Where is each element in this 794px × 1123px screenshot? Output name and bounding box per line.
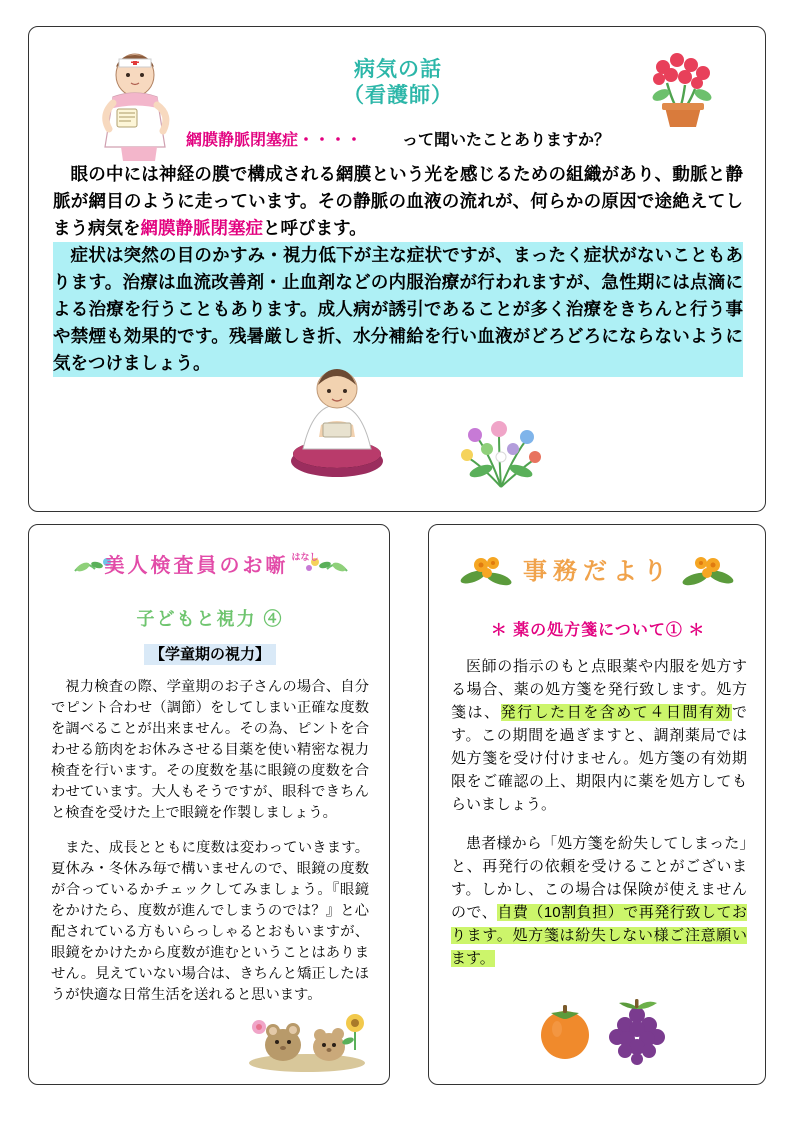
- top-panel-paragraph-1-highlight: 網膜静脈閉塞症: [140, 218, 263, 238]
- panel-disease-talk: [28, 26, 766, 512]
- top-panel-paragraph-1: [53, 161, 743, 242]
- top-panel-paragraph-1-b: と呼びます。: [263, 218, 367, 238]
- right-panel-paragraph-2-a: 患者様から「処方箋を紛失してしまった」と、再発行の依頼を受けることがございます。しかし、この場合は保険が使えませんので、: [451, 835, 747, 921]
- right-panel-paragraph-2: [451, 832, 747, 970]
- right-panel-paragraph-2-highlight: 自費（10割負担）で再発行致しております。処方箋は紛失しない様ご注意願います。: [451, 904, 748, 967]
- top-panel-paragraph-2: 症状は突然の目のかすみ・視力低下が主な症状ですが、まったく症状がないこともあります。治療は血流改善剤・止血剤などの内服治療が行われますが、急性期には点滴による治療を行うこともあります。成人病が誘引であることが多く治療をきちんと行う事や禁煙も効果的です。残暑厳しき折、水分補給を行い血液がどろどろにならないように気をつけましょう。: [53, 242, 743, 377]
- left-panel-paragraph-1: 視力検査の際、学童期のお子さんの場合、自分でピント合わせ（調節）をしてしまい正確な度数を調べることが出来ません。その為、ピントを合わせる筋肉をお休みさせる目薬を使い精密な視力検査を行います。その度数を基に眼鏡の度数を合わせています。大人もそうですが、眼科できちんと検査を受けた上で眼鏡を作製しましょう。: [51, 679, 369, 821]
- mice-illustration: [243, 997, 371, 1073]
- top-panel-subtitle-red: 網膜静脈閉塞症・・・・: [185, 132, 362, 149]
- bouquet-illustration: [441, 395, 561, 495]
- right-panel-paragraph-1-b: です。この期間を過ぎますと、調剤薬局では処方箋を受け付けません。処方箋の有効期限をご確認の上、期限内に薬を処方してもらいましょう。: [451, 704, 747, 813]
- top-panel-subtitle: [29, 127, 767, 150]
- left-panel-heading-text: 【学童期の視力】: [144, 644, 276, 665]
- top-panel-title-line1: 病気の話: [354, 58, 442, 81]
- right-panel-title: 事務だより: [523, 558, 673, 585]
- left-panel-body: [51, 677, 369, 1020]
- top-panel-subtitle-black: って聞いたことありますか？: [402, 132, 611, 149]
- top-panel-title-line2: （看護師）: [343, 84, 453, 107]
- left-panel-title: [29, 549, 391, 578]
- top-panel-body: [53, 161, 743, 377]
- top-panel-title: [29, 57, 767, 109]
- right-panel-paragraph-1: [451, 655, 747, 816]
- left-panel-title-ruby: はなし: [291, 552, 319, 562]
- persimmon-grapes-illustration: [521, 991, 681, 1065]
- panel-office-news: [428, 524, 766, 1085]
- top-panel-paragraph-1-a: 眼の中には神経の膜で構成される網膜という光を感じるための組織があり、動脈と静脈が網目のように走っています。その静脈の血液の流れが、何らかの原因で途絶えてしまう病気を: [53, 164, 743, 238]
- left-panel-heading: [29, 643, 391, 664]
- sitting-person-illustration: [277, 353, 397, 483]
- right-panel-subtitle: ＊ 薬の処方箋について① ＊: [490, 622, 706, 639]
- left-panel-title-text: 美人検査員のお噺: [104, 555, 289, 577]
- left-panel-paragraph-2: また、成長とともに度数は変わっていきます。夏休み・冬休み毎で構いませんので、眼鏡の度数が合っているかチェックしてみましょう。『眼鏡をかけたら、度数が進んでしまうのでは？』と心配されている方もいらっしゃるとおもいますが、眼鏡をかけたから度数が進むということはありません。見えていない場合は、きちんと矯正したほうが快適な日常生活を送れると思います。: [51, 840, 369, 1003]
- panel-inspector-story: [28, 524, 390, 1085]
- right-panel-body: [451, 655, 747, 986]
- right-panel-paragraph-1-highlight: 発行した日を含めて４日間有効: [500, 704, 732, 721]
- right-panel-paragraph-1-a: 医師の指示のもと点眼薬や内服を処方する場合、薬の処方箋を発行致します。処方箋は、: [451, 658, 747, 721]
- left-panel-subtitle: 子どもと視力 ④: [136, 609, 284, 629]
